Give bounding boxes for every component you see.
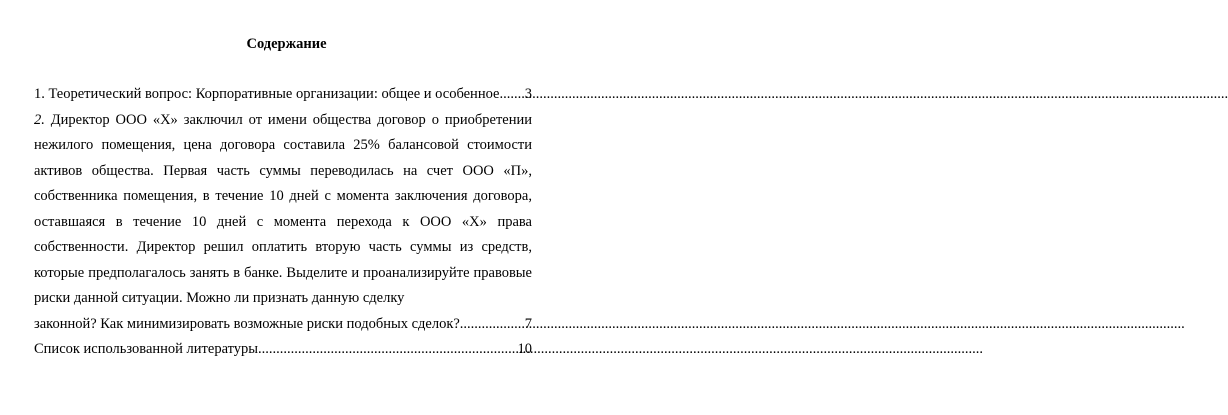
toc-entry-2-text [34, 108, 532, 312]
toc-entry-1-text [34, 82, 503, 108]
toc-entry-1-number: 1. [34, 86, 45, 102]
toc-entry-2-number: 2. [34, 111, 45, 128]
page-title: Содержание [246, 36, 327, 52]
toc-entry-2-title: Директор ООО «Х» заключил от имени общества договор о приобретении нежилого помещения, цена договора составила 25% балансовой стоимости активов общества. Первая часть суммы переводилась на счет ООО «П», собственника помещения, в течение 10 дней с момента заключения договора, оставшаяся в течение 10 дней с момента перехода к ООО «Х» права собственности. Директор решил оплатить вторую часть суммы из средств, которые предполагалось занять в банке. Выделите и проанализируйте правовые риски данной ситуации. Можно ли признать данную сделку [34, 111, 532, 306]
toc-entry-3[interactable] [34, 337, 532, 363]
toc-entry-2-page: 7 [524, 315, 532, 332]
toc-dot-leader [460, 312, 525, 338]
document-page [0, 0, 573, 415]
toc-dot-leader [503, 82, 525, 108]
toc-entry-1-page: 3 [524, 86, 532, 102]
toc-dot-leader [258, 337, 517, 363]
toc-entry-3-title: Список использованной литературы [34, 341, 259, 357]
toc-entry-2[interactable] [34, 108, 532, 338]
table-of-contents [34, 82, 532, 363]
toc-entry-1-title: Теоретический вопрос: Корпоративные организации: общее и особенное. [48, 86, 504, 102]
toc-entry-3-page: 10 [517, 341, 532, 357]
toc-entry-2-title-end: законной? Как минимизировать возможные риски подобных сделок? [34, 315, 460, 332]
toc-entry-1[interactable] [34, 82, 532, 108]
toc-entry-2-last-line [34, 312, 532, 338]
